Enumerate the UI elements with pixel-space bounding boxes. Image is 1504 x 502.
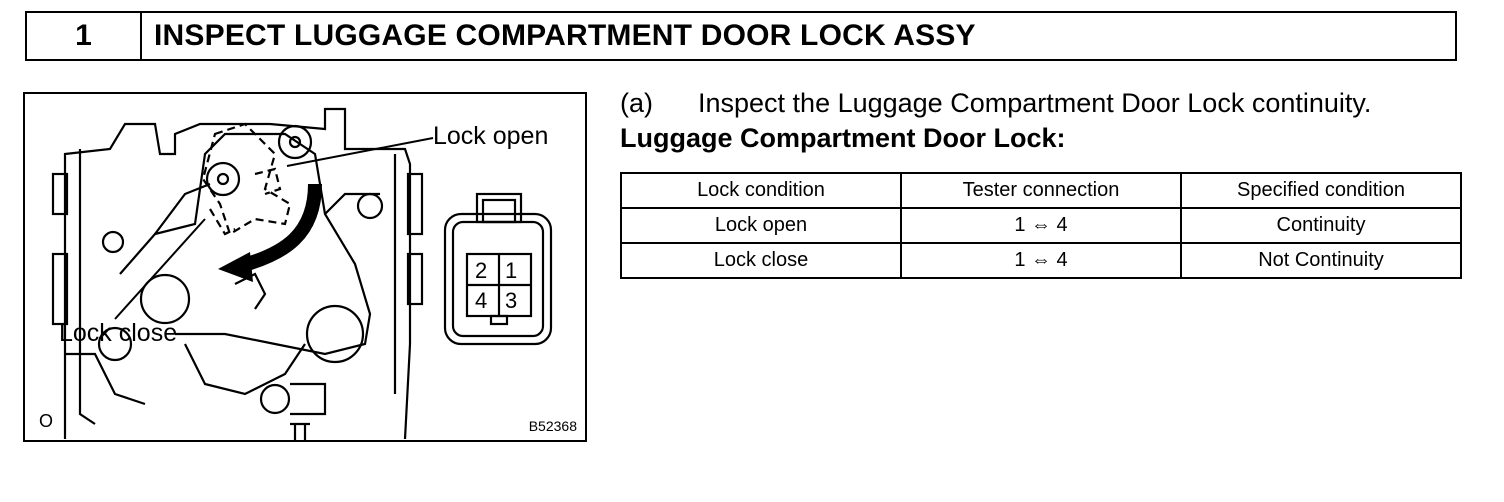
lock-open-label: Lock open bbox=[433, 122, 549, 150]
cell-lock-condition: Lock close bbox=[621, 243, 901, 278]
header-specified-condition: Specified condition bbox=[1181, 173, 1461, 208]
pin-4: 4 bbox=[475, 288, 488, 313]
instruction-block bbox=[620, 88, 1460, 154]
lock-illustration bbox=[23, 92, 587, 442]
cell-tester-connection: 1 ⇔ 4 bbox=[901, 208, 1181, 243]
cell-tester-connection: 1 ⇔ 4 bbox=[901, 243, 1181, 278]
cell-lock-condition: Lock open bbox=[621, 208, 901, 243]
table-subheading: Luggage Compartment Door Lock: bbox=[620, 123, 1066, 153]
pin-3: 3 bbox=[505, 288, 518, 313]
table-header-row bbox=[621, 173, 1461, 208]
step-title: INSPECT LUGGAGE COMPARTMENT DOOR LOCK ASSY bbox=[154, 19, 976, 52]
figure-code: B52368 bbox=[528, 418, 577, 434]
pin-2: 2 bbox=[475, 258, 488, 283]
pin-1: 1 bbox=[505, 258, 518, 283]
table-row bbox=[621, 208, 1461, 243]
figure-corner-mark: O bbox=[39, 411, 54, 431]
lock-close-label: Lock close bbox=[59, 319, 178, 347]
step-number: 1 bbox=[27, 13, 142, 59]
cell-specified-condition: Continuity bbox=[1181, 208, 1461, 243]
instruction-letter: (a) bbox=[620, 88, 653, 118]
cell-specified-condition: Not Continuity bbox=[1181, 243, 1461, 278]
header-tester-connection: Tester connection bbox=[901, 173, 1181, 208]
continuity-table bbox=[620, 172, 1462, 279]
header-lock-condition: Lock condition bbox=[621, 173, 901, 208]
table-row bbox=[621, 243, 1461, 278]
instruction-line bbox=[620, 88, 1460, 119]
instruction-text: Inspect the Luggage Compartment Door Lock continuity. bbox=[698, 88, 1372, 118]
step-header bbox=[25, 11, 1457, 61]
